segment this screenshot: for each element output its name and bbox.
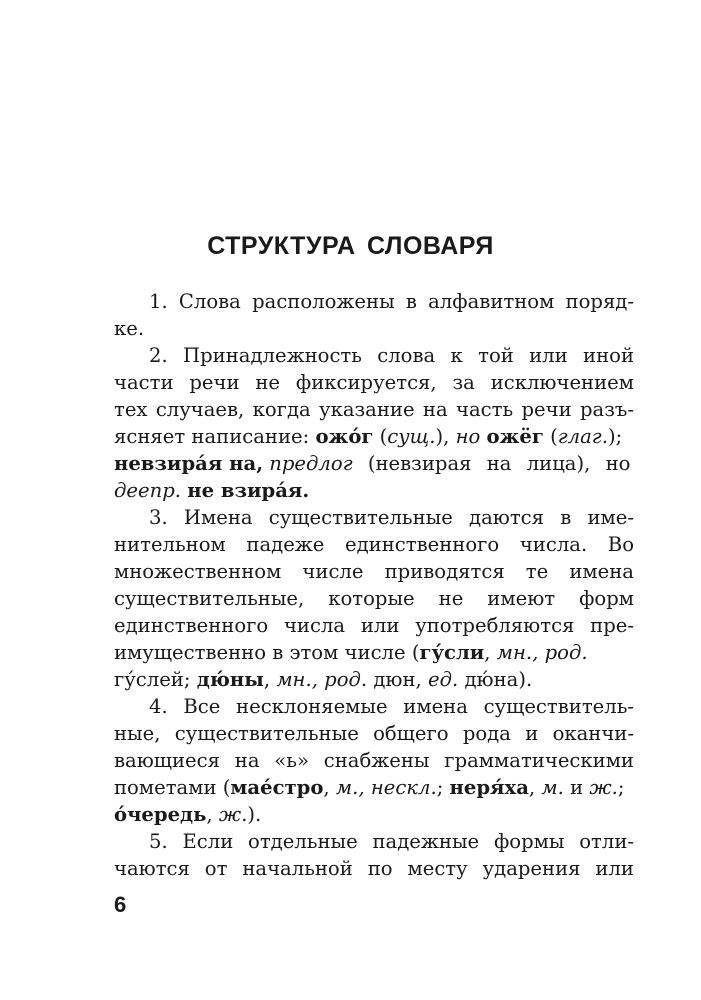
text-run: (невзирая на лица), но [352,452,631,475]
headword-ochered: о́чередь [114,803,207,826]
text-run: , [263,668,277,691]
paragraph-2-line-4 [114,423,634,450]
paragraph-2-line-1: 2. Принадлежность слова к той или иной [149,344,634,367]
text-run: гу́слей; [114,668,197,691]
text-run: ; [617,776,625,799]
text-run: , [484,641,497,664]
text-run: ( [543,425,558,448]
text-run: , [528,776,542,799]
text-run: пометами ( [114,776,231,799]
grammar-mark: сущ. [387,425,436,448]
paragraph-3-line-1: 3. Имена существительные даются в име- [149,506,634,529]
paragraph-3-line-7 [114,666,634,693]
headword-gusli: гу́сли [419,641,485,664]
paragraph-4-line-2: ные, существительные общего рода и оканчи- [114,722,634,745]
paragraph-2-line-5 [114,450,634,477]
paragraph-2-line-3: тех случаев, когда указание на часть речи разъ- [114,398,634,421]
paragraph-5-line-2: чаются от начальной по месту ударения или [114,857,634,880]
paragraph-3-line-4: существительные, которые не имеют форм [114,587,634,610]
text-run: , [206,803,219,826]
text-run: имущественно в этом числе ( [114,641,420,664]
paragraph-4-line-5 [114,801,634,828]
headword-neryakha: неря́ха [449,776,529,799]
text-run: и [563,776,590,799]
paragraph-3-line-3: множественном числе приводятся те имена [114,560,634,583]
text-run: ( [373,425,388,448]
text-run: ясняет написание: [114,425,316,448]
grammar-mark: предлог [269,452,353,475]
text-run: ). [247,803,262,826]
paragraph-2-line-6 [114,477,634,504]
text-run: ); [607,425,623,448]
paragraph-3-line-2: нительном падеже единственного числа. Во [114,533,634,556]
text-run: , [323,776,336,799]
paragraph-4-line-4 [114,774,634,801]
headword-ozhog-verb: ожёг [486,425,544,448]
paragraph-1-line-1: 1. Слова расположены в алфавитном поряд- [149,290,634,313]
grammar-mark: глаг. [557,425,608,448]
headword-dyuny: дю́ны [196,668,264,691]
paragraph-4-line-3: вающиеся на «ь» снабжены грамматическими [114,749,634,772]
headword-ozhog-noun: ожо́г [315,425,374,448]
text-run: . [302,479,310,502]
grammar-mark: ед. [428,668,459,691]
paragraph-3-line-5: единственного числа или употребляются пре- [114,614,634,637]
paragraph-4-line-1: 4. Все несклоняемые имена существитель- [149,695,634,718]
paragraph-2-line-2: части речи не фиксируется, за исключением [114,371,634,394]
page-title: СТРУКТУРА СЛОВАРЯ [207,232,494,260]
text-run: ; [436,776,450,799]
headword-nevziraya: невзира́я на, [114,452,264,475]
grammar-mark: м., нескл. [335,776,437,799]
page-number: 6 [114,892,127,917]
grammar-mark: ж. [218,803,248,826]
paragraph-1-line-2: ке. [114,317,145,340]
headword-ne-vziraya: не взира́я [187,479,303,502]
grammar-mark: м. [541,776,564,799]
text-run: ), [435,425,456,448]
grammar-mark: деепр. [114,479,181,502]
grammar-mark: но [455,425,481,448]
grammar-mark: мн., род. [496,641,588,664]
grammar-mark: мн., род. [276,668,368,691]
paragraph-5-line-1: 5. Если отдельные падежные формы отли- [149,830,634,853]
text-run: дюн, [367,668,429,691]
text-run: дю́на). [458,668,533,691]
paragraph-3-line-6 [114,639,634,666]
grammar-mark: ж. [589,776,618,799]
headword-maestro: мае́стро [230,776,324,799]
